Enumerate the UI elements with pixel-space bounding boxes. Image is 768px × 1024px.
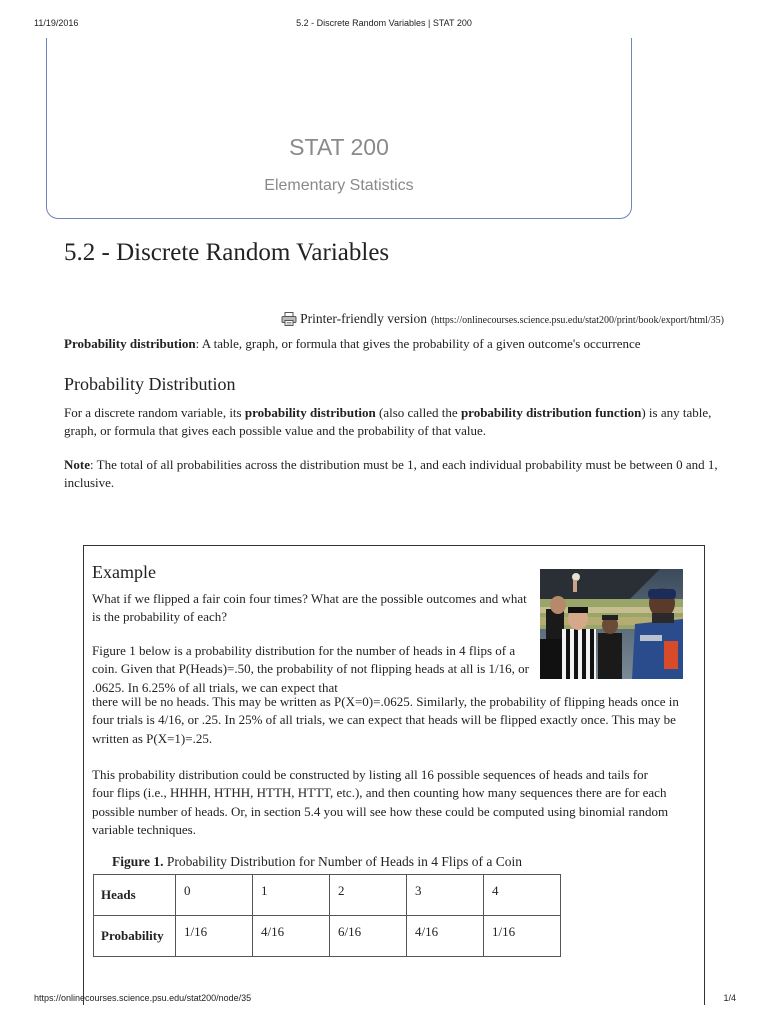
printer-friendly-link[interactable] (281, 309, 724, 327)
table-cell: 6/16 (330, 916, 407, 957)
table-row-header: Probability (94, 916, 176, 957)
page-number: 1/4 (723, 993, 736, 1003)
section-heading: Probability Distribution (64, 374, 236, 394)
section-paragraph (64, 404, 726, 440)
probability-table (93, 874, 561, 957)
note-label: Note (64, 457, 90, 472)
example-paragraph-3: there will be no heads. This may be written as P(X=0)=.0625. Similarly, the probability of flipping heads once in four trials is 4/16, or .25. In 25% of all trials, we can expect that heads will be flipped exactly once. This may be written as P(X=1)=.25. (92, 694, 679, 746)
para-text: (also called the (375, 405, 461, 420)
table-row (94, 875, 561, 916)
site-banner[interactable] (46, 38, 632, 219)
table-row-header: Heads (94, 875, 176, 916)
para-text: ) is any table, graph, or formula that gives each possible value and the probability of that value. (64, 405, 712, 438)
example-paragraph-4: This probability distribution could be constructed by listing all 16 possible sequences of heads and tails for four flips (i.e., HHHH, HTHH, HTTH, HTTT, etc.), and then counting how many sequences there are for each possible number of heads. Or, in section 5.4 you will see how these could be computed using binomial random variable techniques. (92, 767, 669, 838)
para-bold-term: probability distribution function (460, 405, 642, 420)
figure-caption (112, 854, 522, 870)
definition (64, 335, 724, 352)
figure-label: Figure 1. (112, 854, 164, 869)
printer-link-url: (https://onlinecourses.science.psu.edu/stat200/print/book/export/html/35) (430, 315, 724, 326)
printer-link-label[interactable]: Printer-friendly version (300, 311, 427, 326)
print-header (0, 18, 768, 32)
table-cell: 1/16 (176, 916, 253, 957)
note-paragraph (64, 456, 726, 492)
para-text: For a discrete random variable, its (64, 405, 245, 420)
page-title: 5.2 - Discrete Random Variables (64, 239, 390, 266)
table-cell: 3 (407, 875, 484, 916)
printer-icon[interactable] (281, 312, 297, 326)
table-cell: 4 (484, 875, 561, 916)
print-date: 11/19/2016 (34, 18, 79, 28)
example-box (83, 545, 705, 1005)
figure-caption-text: Probability Distribution for Number of Heads in 4 Flips of a Coin (163, 854, 522, 869)
definition-term: Probability distribution (64, 336, 196, 351)
table-cell: 4/16 (253, 916, 330, 957)
example-paragraph-2: Figure 1 below is a probability distribution for the number of heads in 4 flips of a coin. Given that P(Heads)=.50, the probability of not flipping heads at all is 1/16, or .0625. In 6.25% of all trials, we can expect that (92, 643, 529, 695)
example-heading: Example (92, 562, 156, 582)
table-cell: 1/16 (484, 916, 561, 957)
table-cell: 2 (330, 875, 407, 916)
print-footer-url: https://onlinecourses.science.psu.edu/stat200/node/35 (34, 993, 252, 1003)
print-page-title: 5.2 - Discrete Random Variables | STAT 200 (296, 18, 472, 28)
site-subtitle: Elementary Statistics (264, 177, 414, 194)
example-paragraph-1: What if we flipped a fair coin four times? What are the possible outcomes and what is the probability of each? (92, 591, 527, 625)
table-cell: 1 (253, 875, 330, 916)
football-photo (540, 569, 683, 679)
definition-text: : A table, graph, or formula that gives the probability of a given outcome's occurrence (195, 336, 641, 351)
table-cell: 0 (176, 875, 253, 916)
print-footer (0, 993, 768, 1007)
site-title[interactable]: STAT 200 (289, 134, 389, 160)
note-text: : The total of all probabilities across the distribution must be 1, and each individual probability must be between 0 and 1, inclusive. (64, 457, 718, 490)
table-row (94, 916, 561, 957)
table-cell: 4/16 (407, 916, 484, 957)
para-bold-term: probability distribution (244, 405, 376, 420)
